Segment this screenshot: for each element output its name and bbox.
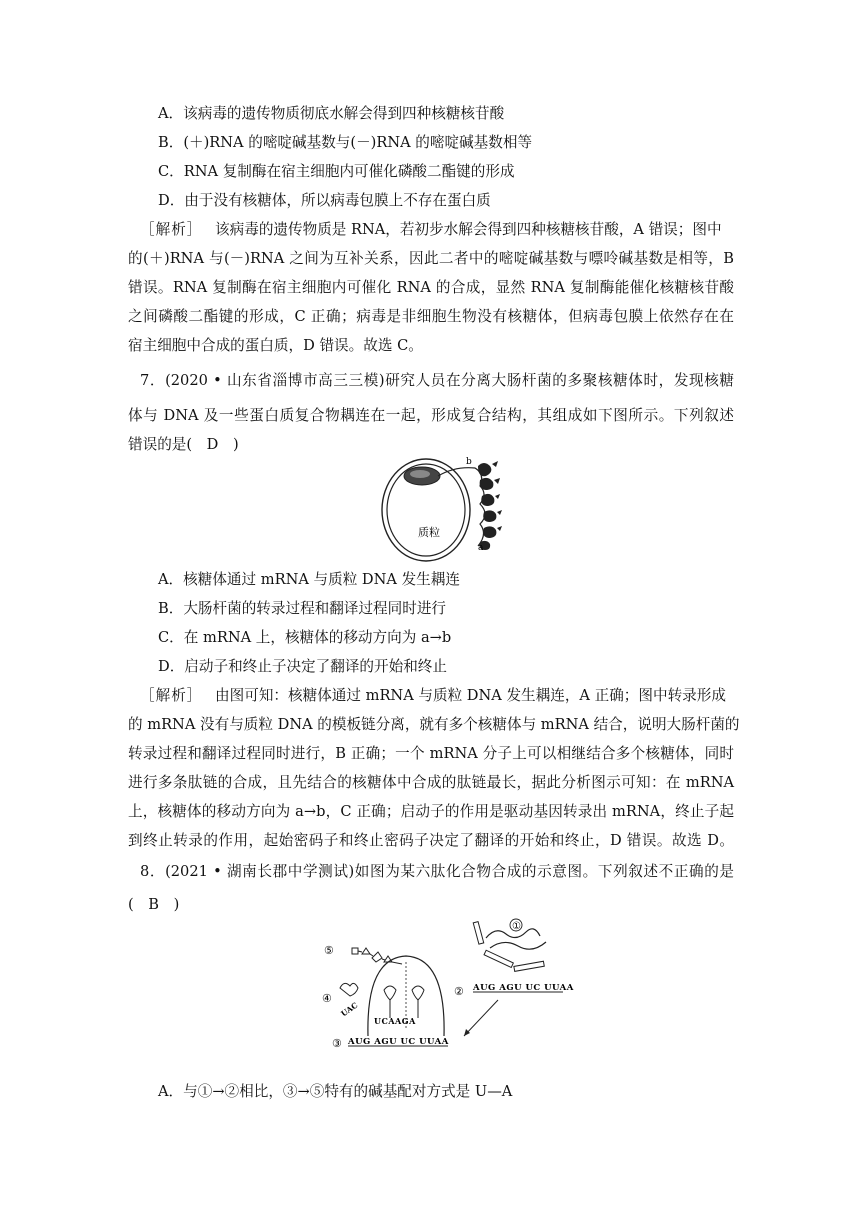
q6-analysis-line-1: ［解析］ 该病毒的遗传物质是 RNA，若初步水解会得到四种核糖核苷酸，A 错误；图中 bbox=[140, 221, 722, 238]
dna-complex-highlight bbox=[410, 470, 430, 478]
q6-option-b: B．(＋)RNA 的嘧啶碱基数与(－)RNA 的嘧啶碱基数相等 bbox=[158, 134, 533, 151]
dna-fragment bbox=[473, 922, 484, 945]
q6-option-a: A．该病毒的遗传物质彻底水解会得到四种核糖核苷酸 bbox=[158, 105, 505, 122]
ribosome bbox=[483, 510, 496, 522]
peptide-bond bbox=[358, 951, 362, 952]
amino-acid bbox=[352, 948, 358, 954]
peptide-chain bbox=[352, 948, 402, 964]
q7-option-c: C．在 mRNA 上，核糖体的移动方向为 a→b bbox=[158, 629, 452, 646]
amino-acid bbox=[372, 952, 382, 962]
peptide-bond bbox=[392, 962, 402, 964]
q7-option-b: B．大肠杆菌的转录过程和翻译过程同时进行 bbox=[158, 600, 447, 617]
q7-analysis-line-4: 进行多条肽链的合成，且先结合的核糖体中合成的肽链最长，据此分析图示可知：在 mRNA bbox=[128, 774, 734, 791]
peptide-tail bbox=[495, 494, 500, 499]
analysis-tag: ［解析］ bbox=[140, 687, 203, 704]
q6-analysis-line-5: 宿主细胞中合成的蛋白质，D 错误。故选 C。 bbox=[128, 337, 423, 354]
q7-analysis-line-2: 的 mRNA 没有与质粒 DNA 的模板链分离，就有多个核糖体与 mRNA 结合，说明大肠杆菌的 bbox=[128, 716, 740, 733]
q8-option-a: A．与①→②相比，③→⑤特有的碱基配对方式是 U—A bbox=[158, 1083, 513, 1100]
amino-acid bbox=[362, 948, 370, 954]
q7-analysis-line-5: 上，核糖体的移动方向为 a→b，C 正确；启动子的作用是驱动基因转录出 mRNA，终止子起 bbox=[128, 803, 734, 820]
label-b: b bbox=[466, 457, 472, 467]
label-1: ① bbox=[512, 921, 521, 932]
q7-stem-line-1: 7．(2020 • 山东省淄博市高三三模)研究人员在分离大肠杆菌的多聚核糖体时，发现核糖 bbox=[140, 372, 734, 389]
q6-analysis-line-2: 的(＋)RNA 与(－)RNA 之间为互补关系，因此二者中的嘧啶碱基数与嘌呤碱基数是相等，B bbox=[128, 250, 734, 267]
trna-shape bbox=[412, 986, 424, 1018]
analysis-tag: ［解析］ bbox=[140, 221, 203, 238]
peptide-tail bbox=[497, 510, 502, 515]
label-5: ⑤ bbox=[324, 944, 334, 957]
label-a: a bbox=[478, 543, 484, 553]
ribosome bbox=[483, 526, 496, 538]
q7-option-a: A．核糖体通过 mRNA 与质粒 DNA 发生耦连 bbox=[158, 571, 460, 588]
peptide-tail bbox=[492, 461, 498, 467]
label-2: ② bbox=[454, 985, 464, 998]
anticodon-pair: UCAAGA bbox=[374, 1016, 416, 1026]
peptide-tail bbox=[494, 478, 500, 484]
label-3: ③ bbox=[332, 1037, 342, 1050]
q7-analysis-line-6: 到终止转录的作用，起始密码子和终止密码子决定了翻译的开始和终止，D 错误。故选 D。 bbox=[128, 832, 734, 849]
q7-analysis-line-1: ［解析］ 由图可知：核糖体通过 mRNA 与质粒 DNA 发生耦连，A 正确；图中转录形成 bbox=[140, 687, 726, 704]
q7-analysis-line-3: 转录过程和翻译过程同时进行，B 正确；一个 mRNA 分子上可以相继结合多个核糖体，同时 bbox=[128, 745, 734, 762]
q7-stem-line-2: 体与 DNA 及一些蛋白质复合物耦连在一起，形成复合结构，其组成如下图所示。下列叙述 bbox=[128, 407, 734, 424]
q8-stem-line-2: ( B ) bbox=[128, 896, 180, 913]
ribosome bbox=[478, 463, 491, 476]
q8-stem-line-1: 8．(2021 • 湖南长郡中学测试)如图为某六肽化合物合成的示意图。下列叙述不正确的是 bbox=[140, 863, 734, 880]
plasmid-ribosome-figure bbox=[380, 454, 530, 564]
peptide-bond bbox=[382, 959, 385, 960]
q7-option-d: D．启动子和终止子决定了翻译的开始和终止 bbox=[158, 658, 447, 675]
strand-box bbox=[484, 950, 513, 967]
trna-shape bbox=[384, 986, 396, 1018]
amino-acid bbox=[384, 956, 392, 962]
peptide-tail bbox=[497, 526, 502, 531]
translation-figure bbox=[318, 918, 578, 1058]
q6-option-d: D．由于没有核糖体，所以病毒包膜上不存在蛋白质 bbox=[158, 192, 491, 209]
ribosome bbox=[481, 494, 494, 506]
anticodon-label: UAC bbox=[339, 1000, 360, 1019]
peptide-bond bbox=[370, 954, 373, 956]
q6-analysis-line-3: 错误。RNA 复制酶在宿主细胞内可催化 RNA 的合成，显然 RNA 复制酶能催化核糖核苷酸 bbox=[128, 279, 734, 296]
free-trna bbox=[340, 983, 358, 996]
arrow-line bbox=[464, 1000, 498, 1036]
ribosome bbox=[480, 478, 494, 490]
q6-analysis-line-4: 之间磷酸二酯键的形成，C 正确；病毒是非细胞生物没有核糖体，但病毒包膜上依然存在在 bbox=[128, 308, 734, 325]
strand-box bbox=[514, 961, 544, 971]
mrna-sequence-top: AUG AGU UC UUAA bbox=[473, 983, 574, 993]
label-4: ④ bbox=[322, 992, 332, 1005]
mrna-sequence-bottom: AUG AGU UC UUAA bbox=[348, 1037, 449, 1047]
label-plasmid: 质粒 bbox=[418, 526, 440, 539]
q6-option-c: C．RNA 复制酶在宿主细胞内可催化磷酸二酯键的形成 bbox=[158, 163, 515, 180]
dna-coil bbox=[490, 942, 546, 949]
q7-stem-line-3: 错误的是( D ) bbox=[128, 436, 239, 453]
